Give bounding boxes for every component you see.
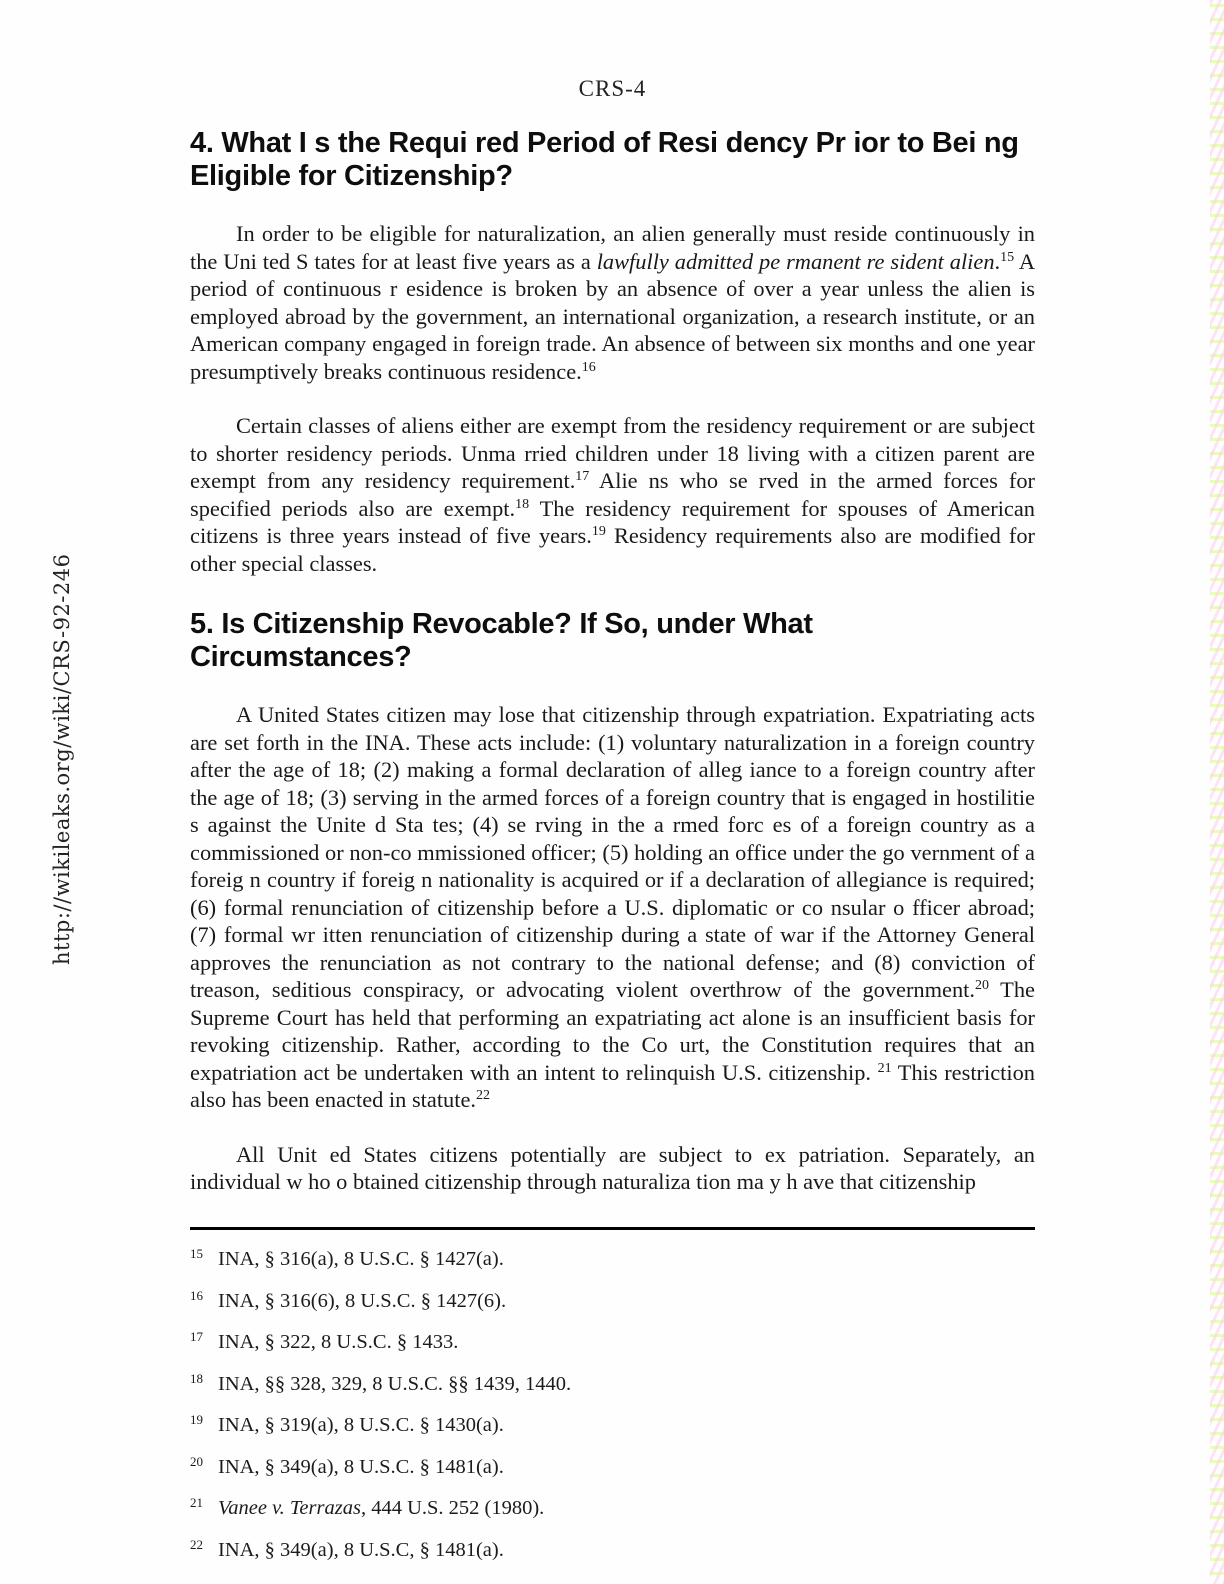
scan-edge-pattern [1210,0,1224,1584]
footnote-number: 19 [190,1412,203,1427]
footnote-item: $^{16}$ INA, § 316(6), 8 U.S.C. § 1427(6). [190,1287,507,1312]
footnote-item: $^{15}$ INA, § 316(a), 8 U.S.C. § 1427(a). [190,1246,504,1270]
footnote-number: 17 [190,1329,203,1344]
footnote-number: 21 [190,1495,203,1510]
footnote-item: $^{22}$ INA, § 349(a), 8 U.S.C, § 1481(a). [190,1536,504,1561]
footnote-number: 18 [190,1370,203,1386]
wikileaks-url-watermark: http://wikileaks.org/wiki/CRS-92-246 [50,553,74,965]
footnote-reference: 17 [575,469,590,484]
footnote-item: $^{17}$ INA, § 322, 8 U.S.C. § 1433. [190,1329,459,1353]
footnote-reference: 20 [974,978,989,993]
footnote-reference: 15 [1000,249,1015,265]
footnote-item: $^{18}$ INA, §§ 328, 329, 8 U.S.C. §§ 1439, 1440. [190,1370,572,1395]
footnotes-list [190,1247,1035,1562]
footnote-item: $^{20}$ INA, § 349(a), 8 U.S.C. § 1481(a). [190,1453,504,1478]
section-5-heading: 5. Is Citizenship Revocable? If So, under What Circumstances? [190,608,813,673]
footnote-reference: 21 [877,1060,892,1076]
footnote-reference: 16 [581,359,596,375]
paragraph-residency-rule: In order to be eligible for naturalization, an alien generally must reside continuously in the Uni ted S tates for at least five years as a lawfully admitted pe rmanent re sident alien.$^{15}$ A period of continuous r esidence is broken by an absence of over a year unless the alien is employed abroad by the government, an international organization, a research institute, or an American company engaged in foreign trade. An absence of between six months and one year presumptively breaks continuous residence.$^{16}$ [190,221,1035,384]
section-4-heading: 4. What I s the Requi red Period of Resi dency Pr ior to Bei ng Eligible for Citizenship? [190,127,1019,192]
page-header-crs-number: CRS-4 [578,76,647,101]
footnote-separator [190,1227,1035,1230]
footnote-item: $^{19}$ INA, § 319(a), 8 U.S.C. § 1430(a). [190,1412,504,1436]
page-content [190,0,1035,1562]
footnote-item: $^{21}$ Vanee v. Terrazas, 444 U.S. 252 (1980). [190,1495,545,1519]
footnote-number: 16 [190,1287,203,1303]
paragraph-expatriation-acts: A United States citizen may lose that citizenship through expatriation. Expatriating acts are set forth in the INA. These acts include: (1) voluntary naturalization in a foreign country after the age of 18; (2) making a formal declaration of alleg iance to a foreign country after the age of 18; (3) serving in the armed forces of a foreign country that is engaged in hostilitie s against the Unite d Sta tes; (4) se rving in the a rmed forc es of a foreign country as a commissioned or non-co mmissioned officer; (5) holding an office under the go vernment of a foreig n country if foreig n nationality is acquired or if a declaration of allegiance is required; (6) formal renunciation of citizenship before a U.S. diplomatic or co nsular o fficer abroad; (7) formal wr itten renunciation of citizenship during a state of war if the Attorney General approves the renunciation as not contrary to the national defense; and (8) conviction of treason, seditious conspiracy, or advocating violent overthrow of the government.$^{20}$ The Supreme Court has held that performing an expatriating act alone is an insufficient basis for revoking citizenship. Rather, according to the Co urt, the Constitution requires that an expatriation act be undertaken with an intent to relinquish U.S. citizenship. $^{21}$ This restriction also has been enacted in statute.$^{22}$ [190,702,1035,1112]
paragraph-expatriation-continued: All Unit ed States citizens potentially are subject to ex patriation. Separately, an individual w ho o btained citizenship through naturaliza tion ma y h ave that citizenship [190,1141,1035,1194]
footnote-reference: 19 [591,524,606,539]
footnote-number: 22 [190,1536,203,1552]
footnote-number: 20 [190,1453,203,1469]
footnote-number: 15 [190,1246,203,1261]
footnote-reference: 22 [476,1088,490,1103]
footnote-reference: 18 [515,496,530,512]
paragraph-residency-exemptions: Certain classes of aliens either are exempt from the residency requirement or are subject to shorter residency periods. Unma rried children under 18 living with a citizen parent are exempt from any residency requirement.$^{17}$ Alie ns who se rved in the armed forces for specified periods also are exempt.$^{18}$ The residency requirement for spouses of American citizens is three years instead of five years.$^{19}$ Residency requirements also are modified for other special classes. [190,413,1035,576]
